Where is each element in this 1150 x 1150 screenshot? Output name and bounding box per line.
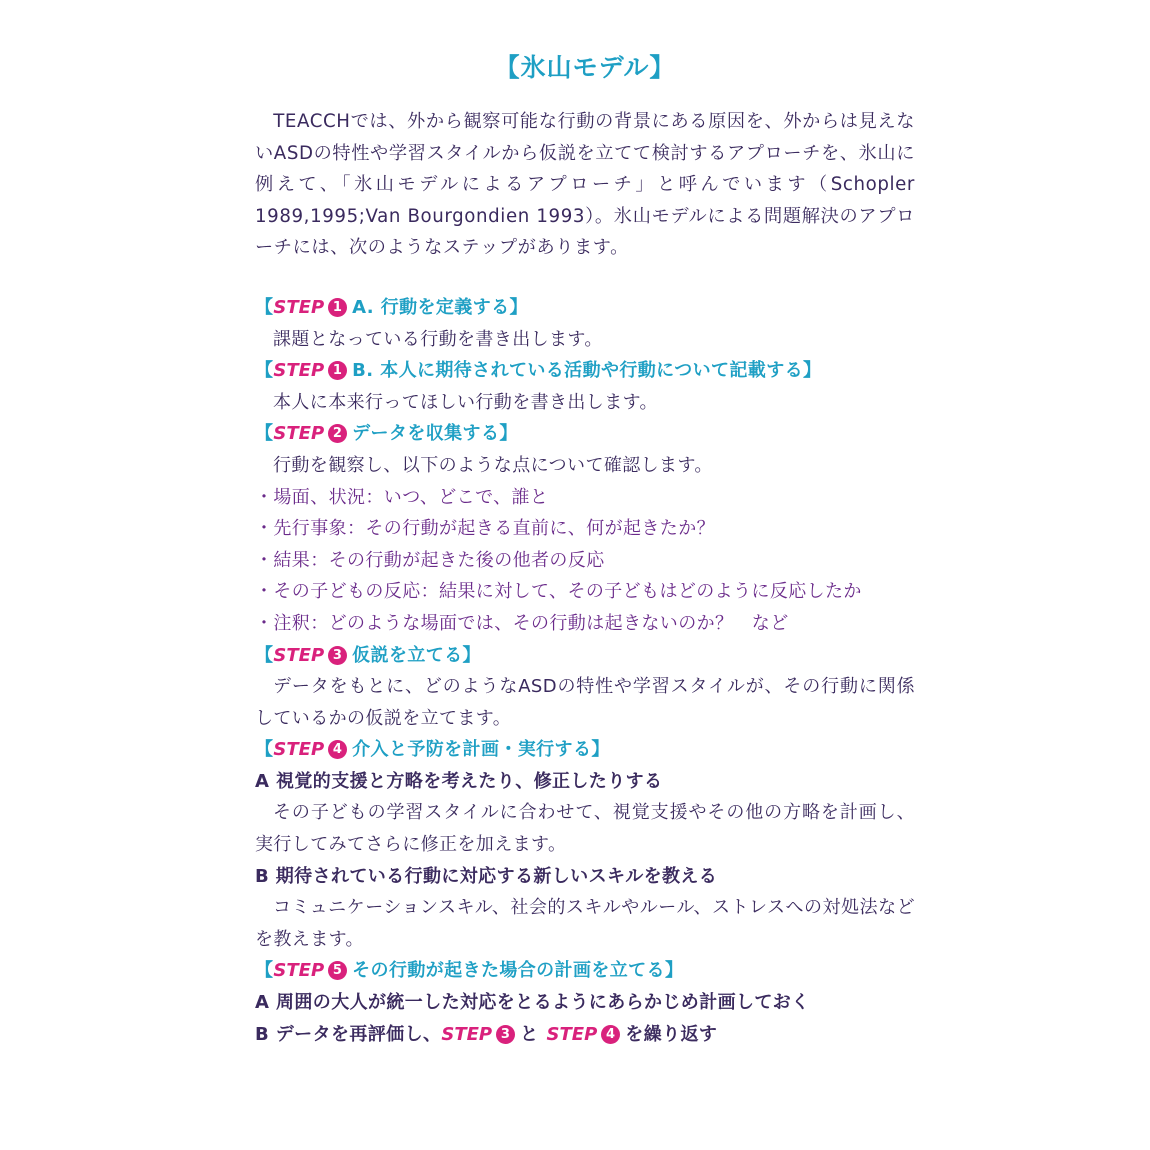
step-4-heading: 【STEP 4 介入と予防を計画・実行する】	[255, 739, 610, 761]
step-3-body: データをもとに、どのようなASDの特性や学習スタイルが、その行動に関係しているかの仮説を立てます。	[255, 676, 915, 729]
step-4-body-a: その子どもの学習スタイルに合わせて、視覚支援やその他の方略を計画し、実行してみてさらに修正を加えます。	[255, 802, 915, 856]
step-5-heading: 【STEP 5 その行動が起きた場合の計画を立てる】	[255, 960, 684, 982]
step-label: STEP	[273, 739, 325, 761]
bullet-item: ・注釈：どのような場面では、その行動は起きないのか？ など	[255, 612, 789, 634]
step-5-sub-a: A 周囲の大人が統一した対応をとるようにあらかじめ計画しておく	[255, 992, 810, 1014]
page-title: 【氷山モデル】	[494, 53, 676, 82]
step-number-badge: 5	[328, 961, 347, 980]
step-label: STEP	[273, 644, 325, 666]
step-4-sub-a: A 視覚的支援と方略を考えたり、修正したりする	[255, 770, 663, 792]
intro-paragraph: TEACCHでは、外から観察可能な行動の背景にある原因を、外からは見えないASDの特性や学習スタイルから仮説を立てて検討するアプローチを、氷山に例えて、「氷山モデルによるアプローチ」と呼んでいます（Schopler 1989,1995;Van Bourgondien 1993）。氷山モデルによる問題解決のアプローチには、次のようなステップがあります。	[255, 111, 915, 259]
step-2-heading: 【STEP 2 データを収集する】	[255, 423, 518, 445]
step-1b-body: 本人に本来行ってほしい行動を書き出します。	[273, 391, 658, 413]
step-label: STEP	[441, 1023, 493, 1045]
step-1a-heading: 【STEP 1 A. 行動を定義する】	[255, 296, 528, 318]
step-number-badge: 2	[328, 424, 347, 443]
document-page	[255, 50, 915, 1050]
step-label: STEP	[273, 360, 325, 382]
step-label: STEP	[546, 1023, 598, 1045]
step-number-badge: 1	[328, 361, 347, 380]
step-number-badge: 4	[328, 740, 347, 759]
step-3-heading: 【STEP 3 仮説を立てる】	[255, 644, 481, 666]
bullet-item: ・結果：その行動が起きた後の他者の反応	[255, 549, 605, 571]
step-5-sub-b: B データを再評価し、STEP 3 と STEP 4 を繰り返す	[255, 1023, 718, 1045]
bullet-item: ・その子どもの反応：結果に対して、その子どもはどのように反応したか	[255, 581, 862, 603]
step-number-badge: 1	[328, 298, 347, 317]
step-1b-heading: 【STEP 1 B. 本人に期待されている活動や行動について記載する】	[255, 360, 822, 382]
step-number-badge: 4	[601, 1025, 620, 1044]
step-4-body-b: コミュニケーションスキル、社会的スキルやルール、ストレスへの対処法などを教えます。	[255, 897, 915, 950]
bullet-item: ・場面、状況：いつ、どこで、誰と	[255, 486, 549, 508]
step-2-body: 行動を観察し、以下のような点について確認します。	[273, 454, 713, 476]
bullet-item: ・先行事象：その行動が起きる直前に、何が起きたか？	[255, 518, 715, 540]
step-4-sub-b: B 期待されている行動に対応する新しいスキルを教える	[255, 865, 718, 887]
step-label: STEP	[273, 423, 325, 445]
step-label: STEP	[273, 960, 325, 982]
step-number-badge: 3	[496, 1025, 515, 1044]
step-label: STEP	[273, 296, 325, 318]
step-1a-body: 課題となっている行動を書き出します。	[273, 328, 603, 350]
step-number-badge: 3	[328, 646, 347, 665]
